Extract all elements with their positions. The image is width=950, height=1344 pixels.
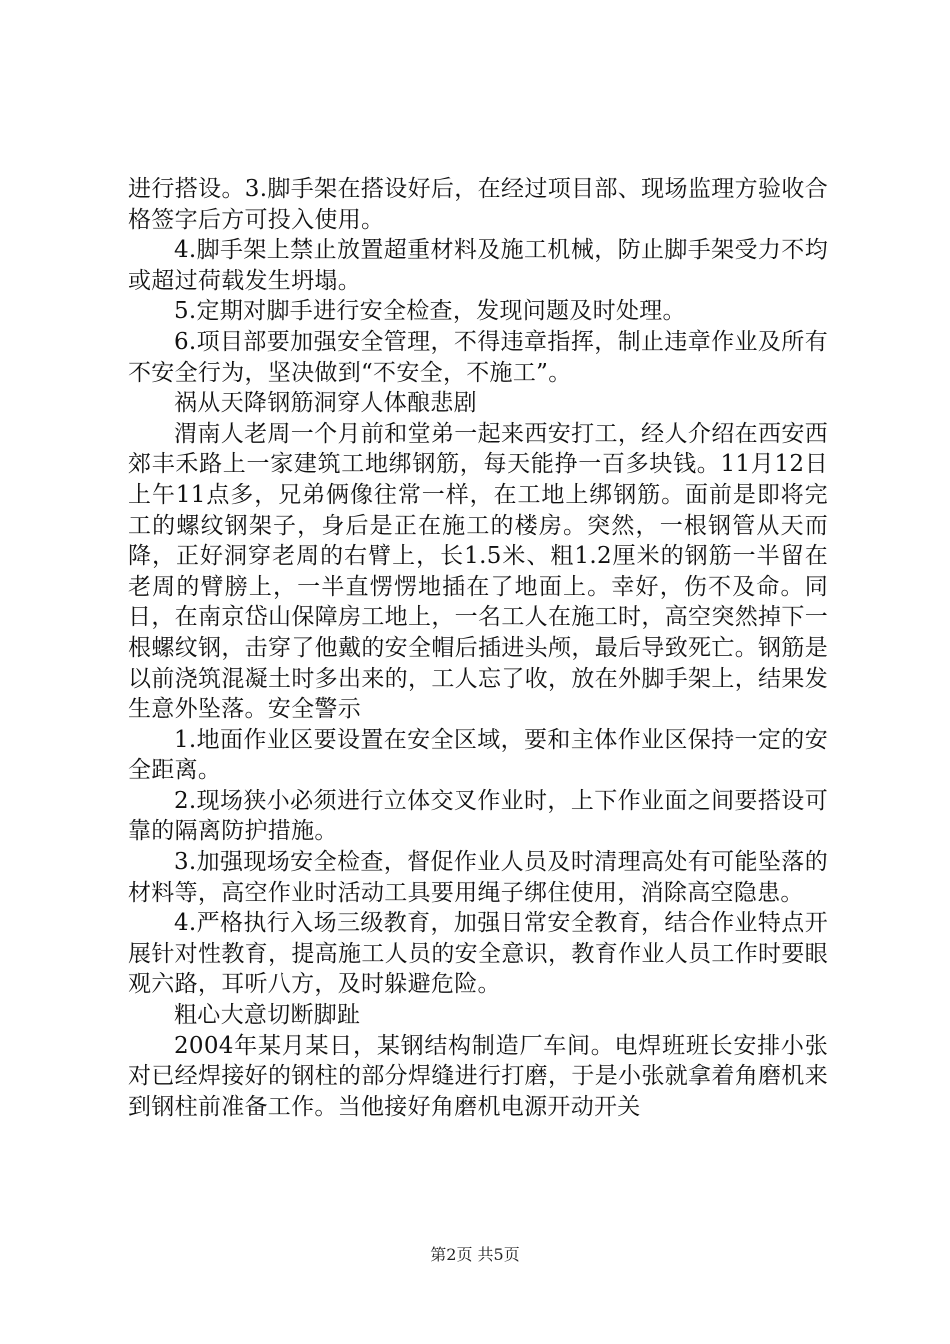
paragraph: 渭南人老周一个月前和堂弟一起来西安打工，经人介绍在西安西郊丰禾路上一家建筑工地绑钢筋，每天能挣一百多块钱。11月12日上午11点多，兄弟俩像往常一样，在工地上绑钢筋。面前是即将完工的螺纹钢架子，身后是正在施工的楼房。突然，一根钢管从天而降，正好洞穿老周的右臂上，长1.5米、粗1.2厘米的钢筋一半留在老周的臂膀上，一半直愣愣地插在了地面上。幸好，伤不及命。同日，在南京岱山保障房工地上，一名工人在施工时，高空突然掉下一根螺纹钢，击穿了他戴的安全帽后插进头颅，最后导致死亡。钢筋是以前浇筑混凝土时多出来的，工人忘了收，放在外脚手架上，结果发生意外坠落。安全警示	[128, 420, 828, 723]
paragraph: 2.现场狭小必须进行立体交叉作业时，上下作业面之间要搭设可靠的隔离防护措施。	[128, 787, 828, 845]
page-footer: 第2页 共5页	[430, 1245, 520, 1264]
paragraph: 2004年某月某日，某钢结构制造厂车间。电焊班班长安排小张对已经焊接好的钢柱的部分焊缝进行打磨，于是小张就拿着角磨机来到钢柱前准备工作。当他接好角磨机电源开动开关	[128, 1032, 828, 1120]
paragraph: 4.脚手架上禁止放置超重材料及施工机械，防止脚手架受力不均或超过荷载发生坍塌。	[128, 237, 828, 294]
paragraph: 4.严格执行入场三级教育，加强日常安全教育，结合作业特点开展针对性教育，提高施工人员的安全意识，教育作业人员工作时要眼观六路，耳听八方，及时躲避危险。	[128, 910, 828, 998]
body-text	[128, 174, 828, 1122]
paragraph: 1.地面作业区要设置在安全区域，要和主体作业区保持一定的安全距离。	[128, 726, 828, 784]
section-heading: 祸从天降钢筋洞穿人体酿悲剧	[174, 390, 477, 417]
paragraph: 6.项目部要加强安全管理，不得违章指挥，制止违章作业及所有不安全行为，坚决做到“不安全，不施工”。	[128, 328, 828, 386]
paragraph: 5.定期对脚手进行安全检查，发现问题及时处理。	[174, 298, 686, 325]
paragraph: 3.加强现场安全检查，督促作业人员及时清理高处有可能坠落的材料等，高空作业时活动工具要用绳子绑住使用，消除高空隐患。	[128, 849, 828, 906]
paragraph: 进行搭设。3.脚手架在搭设好后，在经过项目部、现场监理方验收合格签字后方可投入使用。	[128, 176, 828, 233]
section-heading: 粗心大意切断脚趾	[174, 1002, 361, 1029]
